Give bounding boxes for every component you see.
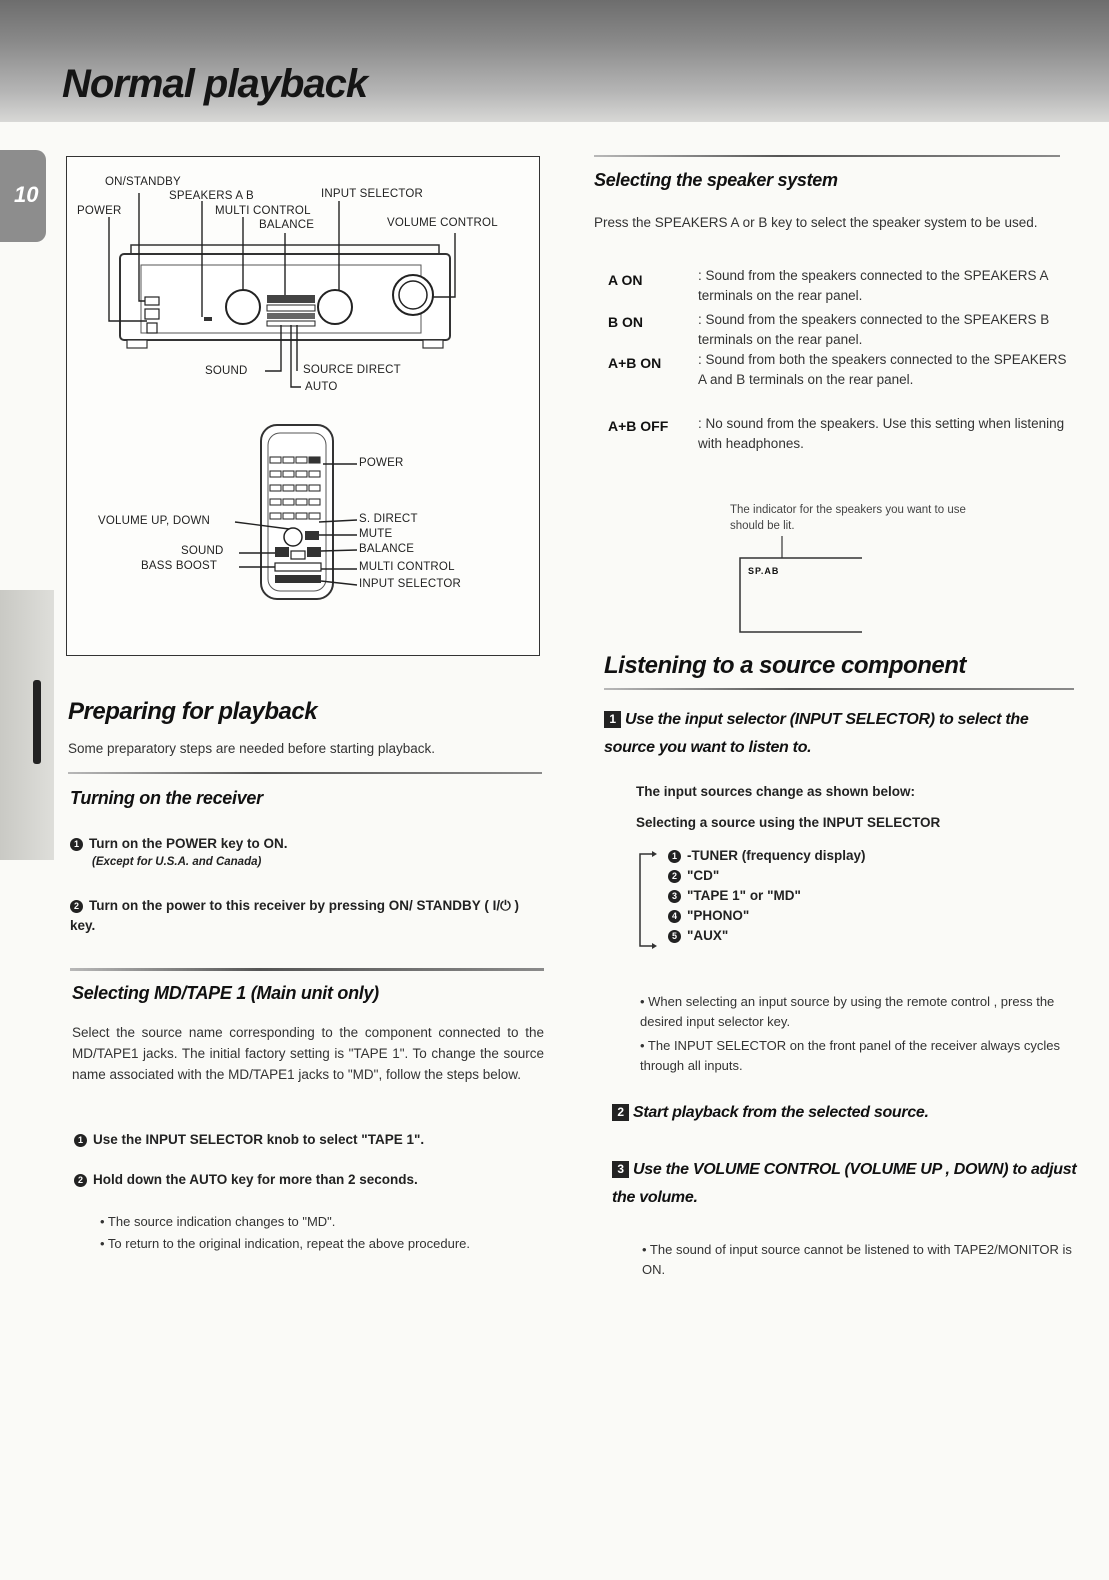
- page-number: 10: [14, 182, 39, 207]
- remote-label-mute: MUTE: [359, 528, 393, 540]
- indicator-display: [736, 536, 866, 634]
- turning-on-step-1-note: (Except for U.S.A. and Canada): [92, 856, 262, 868]
- speaker-intro: Press the SPEAKERS A or B key to select the speaker system to be used.: [594, 215, 1038, 230]
- step-number: 1: [604, 711, 621, 728]
- selecting-using-text: Selecting a source using the INPUT SELECTOR: [636, 815, 941, 830]
- step-text: Hold down the AUTO key for more than 2 seconds.: [93, 1172, 418, 1187]
- step-text: Use the VOLUME CONTROL (VOLUME UP , DOWN) to adjust the volume.: [612, 1161, 1077, 1206]
- remote-label-s-direct: S. DIRECT: [359, 513, 418, 525]
- step-number: 2: [70, 900, 83, 913]
- source-text: "AUX": [687, 928, 729, 943]
- listening-step-2: [612, 1104, 1078, 1122]
- label-auto: AUTO: [305, 381, 338, 393]
- rule-listening: [604, 688, 1074, 690]
- turning-on-title: Turning on the receiver: [70, 788, 263, 808]
- source-text: "TAPE 1" or "MD": [687, 888, 801, 903]
- step-number: 1: [74, 1134, 87, 1147]
- rule-md-tape: [70, 968, 544, 971]
- side-marker: [33, 680, 41, 764]
- turning-on-step-2: [70, 896, 540, 936]
- label-input-selector: INPUT SELECTOR: [321, 188, 424, 200]
- preparing-title: Preparing for playback: [68, 698, 318, 725]
- turning-on-step-1: [70, 834, 540, 854]
- step-text: Use the INPUT SELECTOR knob to select "TAPE 1".: [93, 1132, 425, 1147]
- speaker-title: Selecting the speaker system: [594, 170, 838, 190]
- listening-bullet-1: • When selecting an input source by using the remote control , press the desired input selector key.: [640, 994, 1055, 1029]
- rule-speaker: [594, 155, 1060, 157]
- remote-label-input-selector: INPUT SELECTOR: [359, 578, 462, 590]
- listening-step-3: [612, 1156, 1082, 1212]
- source-list: [668, 846, 866, 946]
- remote-label-bass-boost: BASS BOOST: [141, 560, 218, 572]
- controls-diagram: [66, 156, 540, 656]
- source-text: "CD": [687, 868, 720, 883]
- source-text: "PHONO": [687, 908, 750, 923]
- step-text: Start playback from the selected source.: [633, 1104, 929, 1121]
- speaker-option-ab-off-key: A+B OFF: [608, 418, 669, 434]
- remote-label-multi-control: MULTI CONTROL: [359, 561, 455, 573]
- source-item: [668, 866, 866, 886]
- indicator-text: SP.AB: [748, 566, 780, 576]
- listening-title: Listening to a source component: [604, 652, 966, 679]
- label-volume-control: VOLUME CONTROL: [387, 217, 498, 229]
- input-change-text: The input sources change as shown below:: [636, 784, 916, 799]
- label-multi-control: MULTI CONTROL: [215, 205, 311, 217]
- side-strip: [0, 590, 54, 860]
- remote-label-volume: VOLUME UP, DOWN: [98, 515, 211, 527]
- remote-label-sound: SOUND: [181, 545, 224, 557]
- speaker-option-a-on-key: A ON: [608, 272, 643, 288]
- label-power: POWER: [77, 205, 122, 217]
- speaker-option-ab-off-desc: : No sound from the speakers. Use this setting when listening with headphones.: [698, 416, 1065, 451]
- md-tape-title: Selecting MD/TAPE 1 (Main unit only): [72, 983, 379, 1003]
- rule-turning-on: [68, 772, 542, 774]
- source-number: 1: [668, 850, 681, 863]
- md-tape-step-1: [74, 1130, 544, 1150]
- label-speakers-ab: SPEAKERS A B: [169, 190, 254, 202]
- speaker-option-b-on-desc: : Sound from the speakers connected to the SPEAKERS B terminals on the rear panel.: [698, 312, 1050, 347]
- md-tape-bullet-1: • The source indication changes to "MD".: [100, 1214, 336, 1229]
- step-text: Turn on the power to this receiver by pressing ON/ STANDBY ( I/⏻ ) key.: [70, 898, 519, 933]
- step-text: Turn on the POWER key to ON.: [89, 836, 288, 851]
- step-number: 3: [612, 1161, 629, 1178]
- label-source-direct: SOURCE DIRECT: [303, 364, 401, 376]
- source-item: [668, 886, 866, 906]
- remote-label-balance: BALANCE: [359, 543, 415, 555]
- speaker-option-a-on-desc: : Sound from the speakers connected to the SPEAKERS A terminals on the rear panel.: [698, 268, 1048, 303]
- source-number: 2: [668, 870, 681, 883]
- step-number: 2: [612, 1104, 629, 1121]
- speaker-option-ab-on-desc: : Sound from both the speakers connected to the SPEAKERS A and B terminals on the rear panel.: [698, 352, 1067, 387]
- indicator-caption: The indicator for the speakers you want to use should be lit.: [730, 504, 966, 532]
- source-item: [668, 846, 866, 866]
- source-item: [668, 926, 866, 946]
- step-number: 2: [74, 1174, 87, 1187]
- listening-step-1: [604, 706, 1074, 762]
- listening-bullet-3: • The sound of input source cannot be listened to with TAPE2/MONITOR is ON.: [642, 1242, 1072, 1277]
- label-balance: BALANCE: [259, 219, 315, 231]
- source-item: [668, 906, 866, 926]
- label-sound: SOUND: [205, 365, 248, 377]
- controls-diagram-drawing: [67, 157, 539, 655]
- md-tape-bullet-2: • To return to the original indication, repeat the above procedure.: [100, 1236, 470, 1251]
- preparing-intro: Some preparatory steps are needed before starting playback.: [68, 741, 435, 756]
- label-on-standby: ON/STANDBY: [105, 176, 181, 188]
- page-title: Normal playback: [62, 62, 368, 106]
- source-number: 5: [668, 930, 681, 943]
- speaker-option-b-on-key: B ON: [608, 314, 643, 330]
- step-text: Use the input selector (INPUT SELECTOR) to select the source you want to listen to.: [604, 711, 1029, 756]
- speaker-option-ab-on-key: A+B ON: [608, 355, 662, 371]
- remote-label-power: POWER: [359, 457, 404, 469]
- source-text: -TUNER (frequency display): [687, 848, 866, 863]
- cycle-bracket: [628, 846, 658, 956]
- md-tape-body: Select the source name corresponding to the component connected to the MD/TAPE1 jacks. The initial factory setting is "TAPE 1". To change the source name associated with the MD/TAPE1 jacks to "MD", follow the steps below.: [72, 1025, 544, 1082]
- listening-bullet-2: • The INPUT SELECTOR on the front panel of the receiver always cycles through all inputs.: [640, 1038, 1061, 1073]
- md-tape-step-2: [74, 1170, 544, 1190]
- source-number: 4: [668, 910, 681, 923]
- source-number: 3: [668, 890, 681, 903]
- step-number: 1: [70, 838, 83, 851]
